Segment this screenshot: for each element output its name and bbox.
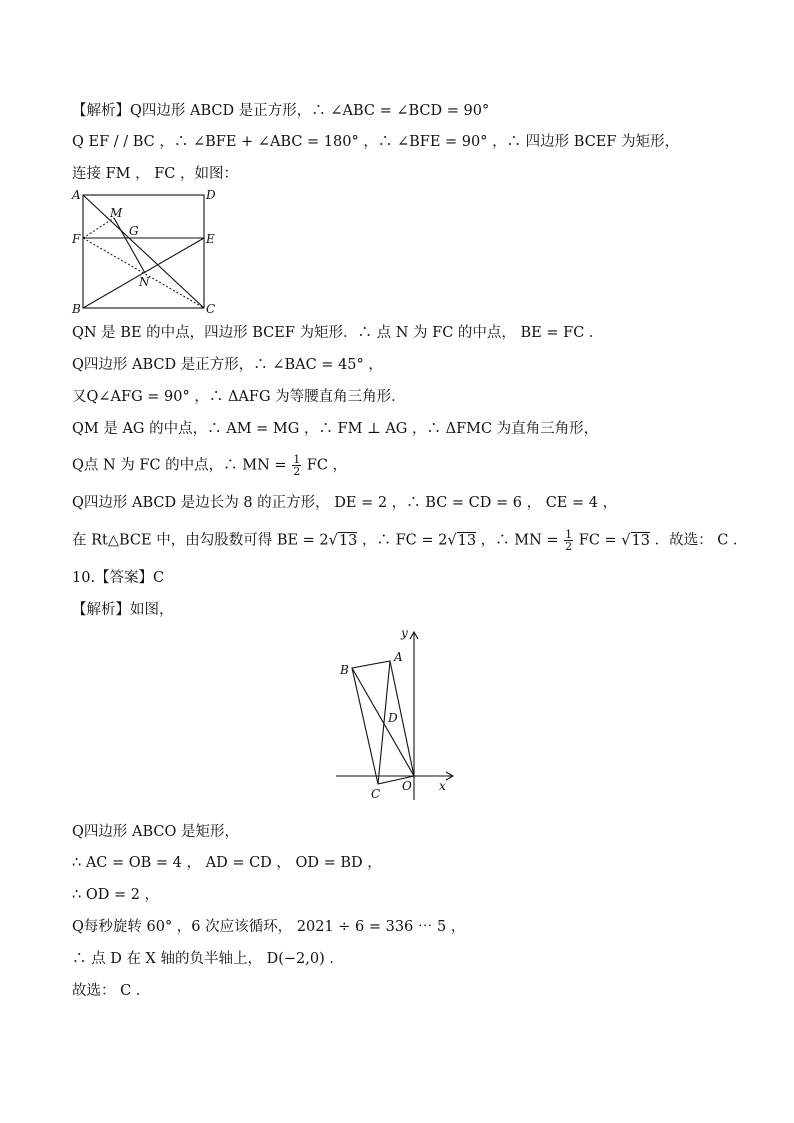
coordinate-figure <box>330 622 460 804</box>
text-line-mn <box>72 454 347 477</box>
text-line-8: Q四边形 ABCD 是边长为 8 的正方形， DE = 2 ，∴ BC = CD = 6 ， CE = 4 ， <box>72 495 618 511</box>
label-o: O <box>402 779 412 793</box>
label-a2: A <box>394 650 403 664</box>
label-d: D <box>206 188 216 202</box>
label-g: G <box>129 224 139 238</box>
fraction-half: $\frac{1}{2}$ <box>293 453 301 478</box>
text-line-2: Q EF / / BC ，∴ ∠BFE + ∠ABC = 180° ，∴ ∠BFE = 90° ，∴ 四边形 BCEF 为矩形， <box>72 134 680 150</box>
label-y: y <box>401 626 408 640</box>
text-line-3: 连接 FM ， FC ，如图： <box>72 166 238 182</box>
radicand-1: 13 <box>338 532 358 549</box>
rt-part2: ，∴ FC = 2 <box>357 532 448 549</box>
text-line-14: 故选： C ． <box>72 983 151 999</box>
label-b2: B <box>340 663 349 677</box>
diagonal-ac <box>83 195 204 308</box>
label-d2: D <box>388 711 398 725</box>
text-line-13: ∴ 点 D 在 X 轴的负半轴上， D(−2,0) ． <box>72 951 344 967</box>
label-f: F <box>72 232 81 246</box>
label-b: B <box>72 302 81 316</box>
text-line-12: Q每秒旋转 60° ，6 次应该循环， 2021 ÷ 6 = 336 ⋯ 5 ， <box>72 919 466 935</box>
diagonal-bo <box>352 668 414 776</box>
text-line-4: QN 是 BE 的中点，四边形 BCEF 为矩形．∴ 点 N 为 FC 的中点， BE = FC ． <box>72 325 604 341</box>
label-e: E <box>206 232 215 246</box>
mn-suffix: FC ， <box>306 457 348 474</box>
label-c: C <box>206 302 216 316</box>
label-c2: C <box>371 787 381 801</box>
fraction-half-2: $\frac{1}{2}$ <box>565 528 573 553</box>
answer-heading: 10.【答案】C <box>72 570 165 586</box>
text-line-11: ∴ OD = 2 ， <box>72 887 160 903</box>
square-figure <box>66 186 226 321</box>
radicand-3: 13 <box>631 532 651 549</box>
radicand-2: 13 <box>457 532 477 549</box>
text-line-7: QM 是 AG 的中点，∴ AM = MG ，∴ FM ⊥ AG ，∴ ΔFMC 为直角三角形， <box>72 421 599 437</box>
label-n: N <box>139 275 150 289</box>
text-line-10: ∴ AC = OB = 4 ， AD = CD ， OD = BD ， <box>72 855 382 871</box>
label-m: M <box>110 206 123 220</box>
mn-prefix: Q点 N 为 FC 的中点，∴ MN = <box>72 457 287 474</box>
label-x: x <box>439 779 446 793</box>
text-line-rt: 在 Rt△BCE 中，由勾股数可得 BE = 2√13 ，∴ FC = 2√13 ，∴ MN = $\frac{1}{2}$ FC = √13 ．故选： C ． <box>72 528 748 553</box>
rt-part1: 在 Rt△BCE 中，由勾股数可得 BE = 2 <box>72 532 329 549</box>
text-line-1: 【解析】Q四边形 ABCD 是正方形，∴ ∠ABC = ∠BCD = 90° <box>72 103 490 119</box>
text-line-6: 又Q∠AFG = 90° ，∴ ΔAFG 为等腰直角三角形． <box>72 389 406 405</box>
dashed-fm <box>83 218 114 238</box>
analysis-heading: 【解析】如图， <box>72 602 174 618</box>
rt-part3: ，∴ MN = <box>476 532 559 549</box>
rt-part4: FC = <box>578 532 617 549</box>
rt-part5: ．故选： C ． <box>650 532 748 549</box>
text-line-9: Q四边形 ABCO 是矩形， <box>72 824 239 840</box>
text-line-5: Q四边形 ABCD 是正方形，∴ ∠BAC = 45° ， <box>72 357 383 373</box>
label-a: A <box>72 188 81 202</box>
